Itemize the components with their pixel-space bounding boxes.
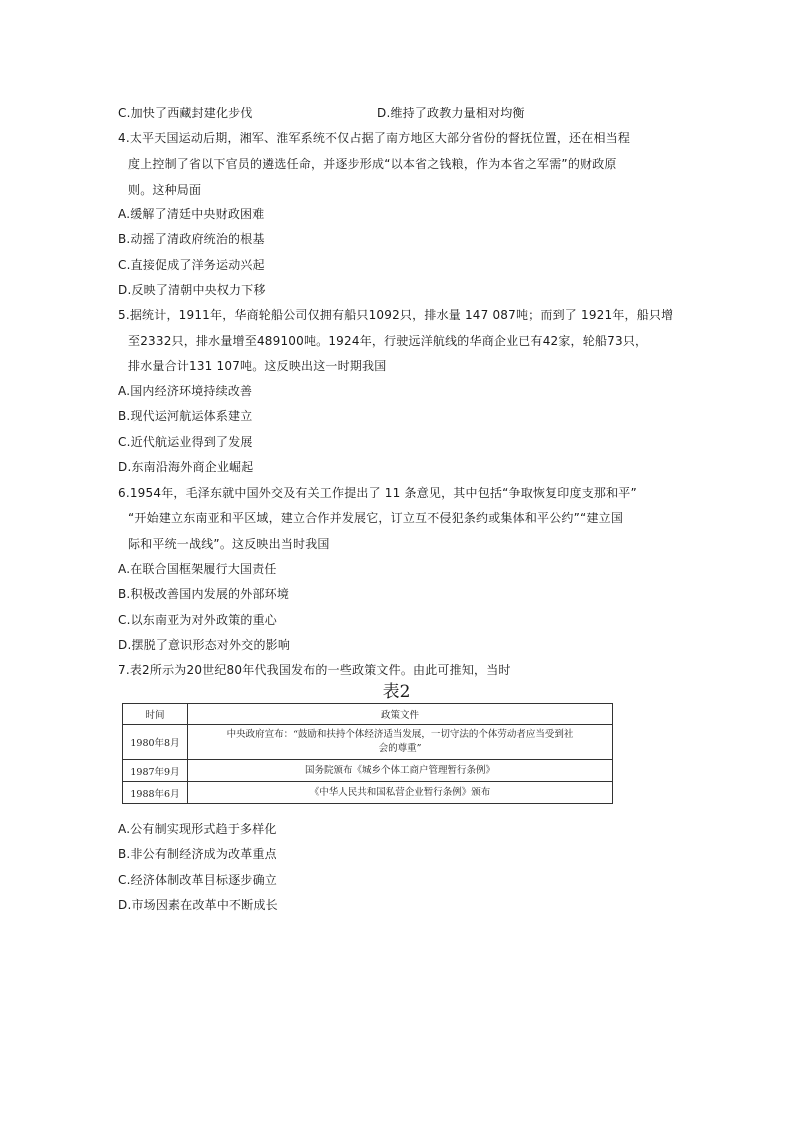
q5-stem-line2: 至2332只，排水量增至489100吨。1924年，行驶远洋航线的华商企业已有42家，轮船73只，: [128, 334, 648, 348]
q5-stem-line1: 5.据统计，1911年，华商轮船公司仅拥有船只1092只，排水量 147 087吨；而到了 1921年，船只增: [118, 308, 674, 322]
q6-stem-line3: 际和平统一战线”。这反映出当时我国: [128, 537, 330, 551]
q7-option-a: A.公有制实现形式趋于多样化: [118, 822, 277, 836]
q6-stem-line1: 6.1954年，毛泽东就中国外交及有关工作提出了 11 条意见，其中包括“争取恢复印度支那和平”: [118, 486, 637, 500]
q6-option-c: C.以东南亚为对外政策的重心: [118, 613, 277, 627]
table-row: [123, 725, 613, 760]
q5-option-d: D.东南沿海外商企业崛起: [118, 460, 254, 474]
q4-stem-line1: 4.太平天国运动后期，湘军、淮军系统不仅占据了南方地区大部分省份的督抚位置，还在相当程: [118, 131, 631, 145]
q5-stem-line3: 排水量合计131 107吨。这反映出这一时期我国: [128, 359, 387, 373]
q5-option-c: C.近代航运业得到了发展: [118, 435, 253, 449]
table-cell-time: 1988年6月: [123, 782, 188, 804]
q4-option-a: A.缓解了清廷中央财政困难: [118, 207, 265, 221]
table-cell-doc: [188, 725, 613, 760]
q5-option-a: A.国内经济环境持续改善: [118, 384, 253, 398]
q6-option-a: A.在联合国框架履行大国责任: [118, 562, 277, 576]
q4-option-b: B.动摇了清政府统治的根基: [118, 232, 265, 246]
table-cell-time: 1980年8月: [123, 725, 188, 760]
q4-stem-line3: 则。这种局面: [128, 183, 202, 197]
q4-option-d: D.反映了清朝中央权力下移: [118, 283, 266, 297]
q7-option-c: C.经济体制改革目标逐步确立: [118, 873, 277, 887]
table-header-doc: 政策文件: [188, 704, 613, 725]
table-cell-doc: 国务院颁布《城乡个体工商户管理暂行条例》: [188, 760, 613, 782]
table-header-row: [123, 704, 613, 725]
q4-option-c: C.直接促成了洋务运动兴起: [118, 258, 265, 272]
q3-option-c: C.加快了西藏封建化步伐: [118, 106, 253, 120]
table-cell-time: 1987年9月: [123, 760, 188, 782]
table-row: [123, 760, 613, 782]
q7-option-d: D.市场因素在改革中不断成长: [118, 898, 278, 912]
table-cell-doc: 《中华人民共和国私营企业暂行条例》颁布: [188, 782, 613, 804]
table-header-time: 时间: [123, 704, 188, 725]
table-row: [123, 782, 613, 804]
q4-stem-line2: 度上控制了省以下官员的遴选任命，并逐步形成“以本省之钱粮，作为本省之军需”的财政原: [128, 157, 617, 171]
q6-option-b: B.积极改善国内发展的外部环境: [118, 587, 290, 601]
policy-table: [122, 703, 613, 804]
q7-option-b: B.非公有制经济成为改革重点: [118, 847, 277, 861]
q6-option-d: D.摆脱了意识形态对外交的影响: [118, 638, 291, 652]
q7-stem-line1: 7.表2所示为20世纪80年代我国发布的一些政策文件。由此可推知，当时: [118, 663, 511, 677]
q5-option-b: B.现代运河航运体系建立: [118, 409, 253, 423]
table-cell-doc-line: 会的尊重”: [378, 743, 422, 754]
table-caption: 表2: [382, 682, 411, 702]
q3-option-d: D.维持了政教力量相对均衡: [377, 106, 525, 120]
table-cell-doc-line: 中央政府宣布：“鼓励和扶持个体经济适当发展，一切守法的个体劳动者应当受到社: [226, 729, 574, 740]
q6-stem-line2: “开始建立东南亚和平区域，建立合作并发展它，订立互不侵犯条约或集体和平公约”“建立国: [128, 511, 624, 525]
